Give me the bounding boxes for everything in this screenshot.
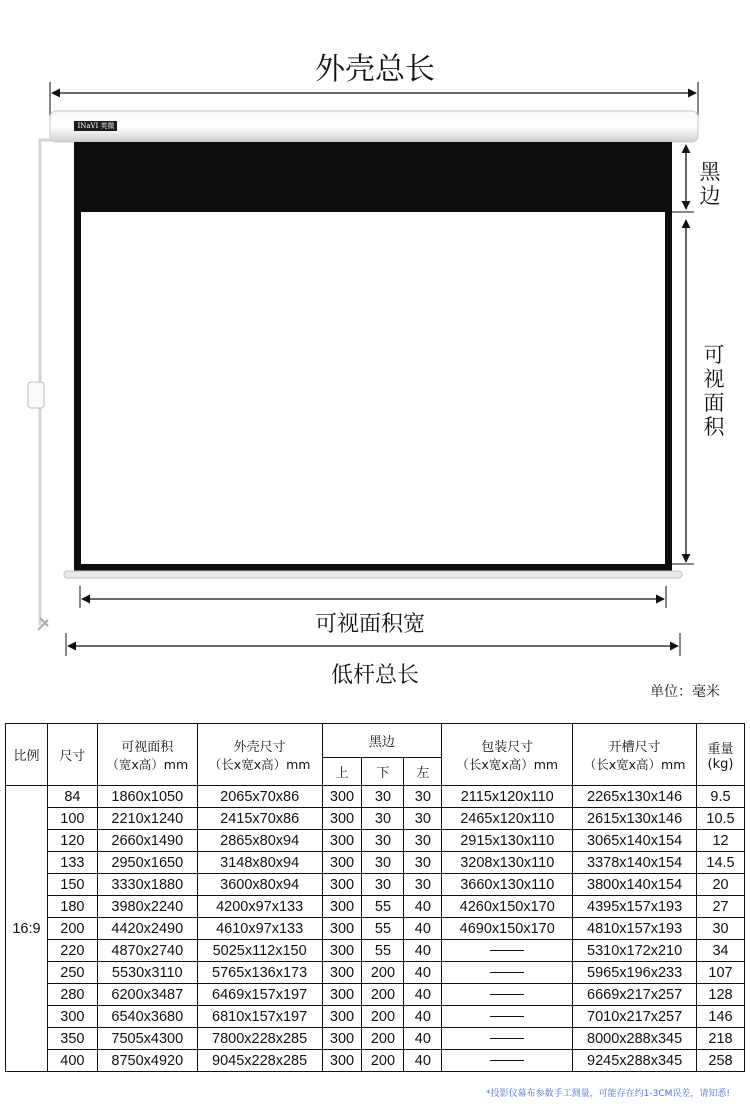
header-casing (197, 724, 322, 786)
cell-slot: 7010x217x257 (573, 1006, 697, 1028)
remote-switch (28, 382, 44, 408)
screen-housing (50, 111, 698, 142)
cell-top: 300 (322, 984, 362, 1006)
table-row (6, 852, 745, 874)
cell-casing: 3600x80x94 (197, 874, 322, 896)
cell-slot: 3065x140x154 (573, 830, 697, 852)
header-ratio: 比例 (6, 724, 48, 786)
brand-label: INaVI 英微 (77, 122, 115, 130)
table-row (6, 940, 745, 962)
cell-left: 40 (404, 940, 442, 962)
table-row (6, 1050, 745, 1072)
viewable-width-label: 可视面积宽 (314, 612, 425, 637)
cell-weight: 107 (697, 962, 745, 984)
header-border-bottom: 下 (362, 758, 404, 786)
cell-left: 40 (404, 1050, 442, 1072)
cell-package: 4690x150x170 (442, 918, 573, 940)
dash-mark (490, 1038, 524, 1039)
cell-slot: 5310x172x210 (573, 940, 697, 962)
cell-bottom: 30 (362, 874, 404, 896)
cell-weight: 218 (697, 1028, 745, 1050)
cell-top: 300 (322, 1006, 362, 1028)
header-weight (697, 724, 745, 786)
cell-left: 40 (404, 962, 442, 984)
cell-top: 300 (322, 808, 362, 830)
cell-slot: 5965x196x233 (573, 962, 697, 984)
cell-size: 250 (47, 962, 97, 984)
cell-top: 300 (322, 940, 362, 962)
cell-left: 40 (404, 984, 442, 1006)
dash-mark (490, 994, 524, 995)
cell-weight: 9.5 (697, 786, 745, 808)
cell-viewable: 2660x1490 (97, 830, 197, 852)
cell-slot: 4810x157x193 (573, 918, 697, 940)
cell-size: 120 (47, 830, 97, 852)
dash-mark (490, 1060, 524, 1061)
cell-package: 2915x130x110 (442, 830, 573, 852)
cell-viewable: 7505x4300 (97, 1028, 197, 1050)
cell-top: 300 (322, 852, 362, 874)
cell-slot: 3378x140x154 (573, 852, 697, 874)
cell-top: 300 (322, 874, 362, 896)
cell-slot: 9245x288x345 (573, 1050, 697, 1072)
cell-viewable: 4870x2740 (97, 940, 197, 962)
cell-package: 2115x120x110 (442, 786, 573, 808)
header-casing-unit: （长x宽x高）mm (208, 757, 311, 772)
table-row (6, 808, 745, 830)
cell-casing: 2065x70x86 (197, 786, 322, 808)
cell-viewable: 3980x2240 (97, 896, 197, 918)
cell-left: 40 (404, 1028, 442, 1050)
cell-weight: 34 (697, 940, 745, 962)
cell-slot: 3800x140x154 (573, 874, 697, 896)
cell-bottom: 30 (362, 852, 404, 874)
header-border-left: 左 (404, 758, 442, 786)
cell-bottom: 200 (362, 984, 404, 1006)
cell-slot: 2615x130x146 (573, 808, 697, 830)
cell-casing: 2415x70x86 (197, 808, 322, 830)
cell-viewable: 8750x4920 (97, 1050, 197, 1072)
footnote: *投影仪幕布参数手工测量，可能存在约1-3CM误差，请知悉! (486, 1089, 730, 1099)
cell-slot: 2265x130x146 (573, 786, 697, 808)
cell-size: 300 (47, 1006, 97, 1028)
cell-package (442, 940, 573, 962)
header-viewable-unit: （宽x高）mm (106, 757, 189, 772)
cell-package (442, 962, 573, 984)
cell-casing: 2865x80x94 (197, 830, 322, 852)
cell-weight: 146 (697, 1006, 745, 1028)
cell-weight: 14.5 (697, 852, 745, 874)
viewable-area (81, 212, 665, 564)
rod-length-label: 低杆总长 (330, 663, 419, 688)
header-slot (573, 724, 697, 786)
cell-size: 350 (47, 1028, 97, 1050)
header-border-top: 上 (322, 758, 362, 786)
table-row (6, 984, 745, 1006)
cell-bottom: 200 (362, 1028, 404, 1050)
cell-top: 300 (322, 830, 362, 852)
cell-size: 400 (47, 1050, 97, 1072)
cell-viewable: 1860x1050 (97, 786, 197, 808)
cell-viewable: 6200x3487 (97, 984, 197, 1006)
spec-table-body (6, 786, 745, 1072)
cell-size: 84 (47, 786, 97, 808)
cell-slot: 4395x157x193 (573, 896, 697, 918)
cell-top: 300 (322, 1050, 362, 1072)
header-weight-title: 重量 (707, 741, 734, 757)
header-viewable (97, 724, 197, 786)
cell-weight: 258 (697, 1050, 745, 1072)
cell-weight: 12 (697, 830, 745, 852)
cell-casing: 5765x136x173 (197, 962, 322, 984)
cell-top: 300 (322, 1028, 362, 1050)
cell-bottom: 55 (362, 918, 404, 940)
dash-mark (490, 972, 524, 973)
cell-weight: 10.5 (697, 808, 745, 830)
cell-weight: 128 (697, 984, 745, 1006)
cell-package: 3660x130x110 (442, 874, 573, 896)
cell-top: 300 (322, 962, 362, 984)
table-row (6, 1006, 745, 1028)
cell-left: 40 (404, 896, 442, 918)
cell-bottom: 200 (362, 1050, 404, 1072)
cell-top: 300 (322, 918, 362, 940)
cell-left: 30 (404, 786, 442, 808)
cell-casing: 7800x228x285 (197, 1028, 322, 1050)
cell-left: 30 (404, 874, 442, 896)
cell-viewable: 2210x1240 (97, 808, 197, 830)
ratio-cell: 16:9 (6, 786, 48, 1072)
casing-length-label: 外壳总长 (315, 52, 435, 87)
header-slot-title: 开槽尺寸 (608, 740, 661, 755)
table-row (6, 896, 745, 918)
cell-bottom: 55 (362, 940, 404, 962)
cell-left: 30 (404, 852, 442, 874)
cell-size: 150 (47, 874, 97, 896)
cell-viewable: 5530x3110 (97, 962, 197, 984)
cell-size: 180 (47, 896, 97, 918)
header-border: 黑边 (322, 724, 442, 758)
cell-casing: 5025x112x150 (197, 940, 322, 962)
table-row (6, 1028, 745, 1050)
cell-package: 4260x150x170 (442, 896, 573, 918)
cell-viewable: 6540x3680 (97, 1006, 197, 1028)
cell-left: 30 (404, 808, 442, 830)
unit-label: 单位：毫米 (650, 684, 720, 700)
cell-casing: 6469x157x197 (197, 984, 322, 1006)
cell-casing: 4200x97x133 (197, 896, 322, 918)
cell-top: 300 (322, 896, 362, 918)
cell-bottom: 30 (362, 786, 404, 808)
cell-bottom: 200 (362, 1006, 404, 1028)
dash-mark (490, 950, 524, 951)
cell-package (442, 1050, 573, 1072)
cell-casing: 4610x97x133 (197, 918, 322, 940)
cell-package (442, 1028, 573, 1050)
cell-bottom: 200 (362, 962, 404, 984)
spec-table (5, 723, 745, 1072)
table-row (6, 830, 745, 852)
cell-viewable: 3330x1880 (97, 874, 197, 896)
cell-size: 133 (47, 852, 97, 874)
cell-size: 220 (47, 940, 97, 962)
header-slot-unit: （长x宽x高）mm (583, 757, 686, 772)
cell-bottom: 55 (362, 896, 404, 918)
header-casing-title: 外壳尺寸 (233, 740, 286, 755)
cell-left: 40 (404, 918, 442, 940)
cell-size: 100 (47, 808, 97, 830)
cell-slot: 6669x217x257 (573, 984, 697, 1006)
cell-casing: 9045x228x285 (197, 1050, 322, 1072)
header-weight-unit: (kg) (707, 756, 734, 772)
cell-package (442, 1006, 573, 1028)
cell-left: 40 (404, 1006, 442, 1028)
header-package (442, 724, 573, 786)
header-viewable-title: 可视面积 (121, 740, 174, 755)
table-row (6, 918, 745, 940)
dash-mark (490, 1016, 524, 1017)
cell-viewable: 4420x2490 (97, 918, 197, 940)
cell-weight: 27 (697, 896, 745, 918)
header-size: 尺寸 (47, 724, 97, 786)
cell-package: 3208x130x110 (442, 852, 573, 874)
cell-package: 2465x120x110 (442, 808, 573, 830)
bottom-rod (64, 571, 682, 578)
cell-viewable: 2950x1650 (97, 852, 197, 874)
black-border-label: 黑边 (699, 160, 721, 208)
cell-slot: 8000x288x345 (573, 1028, 697, 1050)
table-row (6, 962, 745, 984)
cell-top: 300 (322, 786, 362, 808)
cell-left: 30 (404, 830, 442, 852)
cell-casing: 6810x157x197 (197, 1006, 322, 1028)
cell-package (442, 984, 573, 1006)
table-row (6, 786, 745, 808)
viewable-height-label: 可视面积 (703, 343, 725, 439)
cell-size: 200 (47, 918, 97, 940)
table-row (6, 874, 745, 896)
header-package-unit: （长x宽x高）mm (456, 757, 559, 772)
cell-bottom: 30 (362, 830, 404, 852)
cell-weight: 30 (697, 918, 745, 940)
cell-size: 280 (47, 984, 97, 1006)
cell-weight: 20 (697, 874, 745, 896)
cell-casing: 3148x80x94 (197, 852, 322, 874)
header-package-title: 包装尺寸 (481, 740, 534, 755)
cell-bottom: 30 (362, 808, 404, 830)
